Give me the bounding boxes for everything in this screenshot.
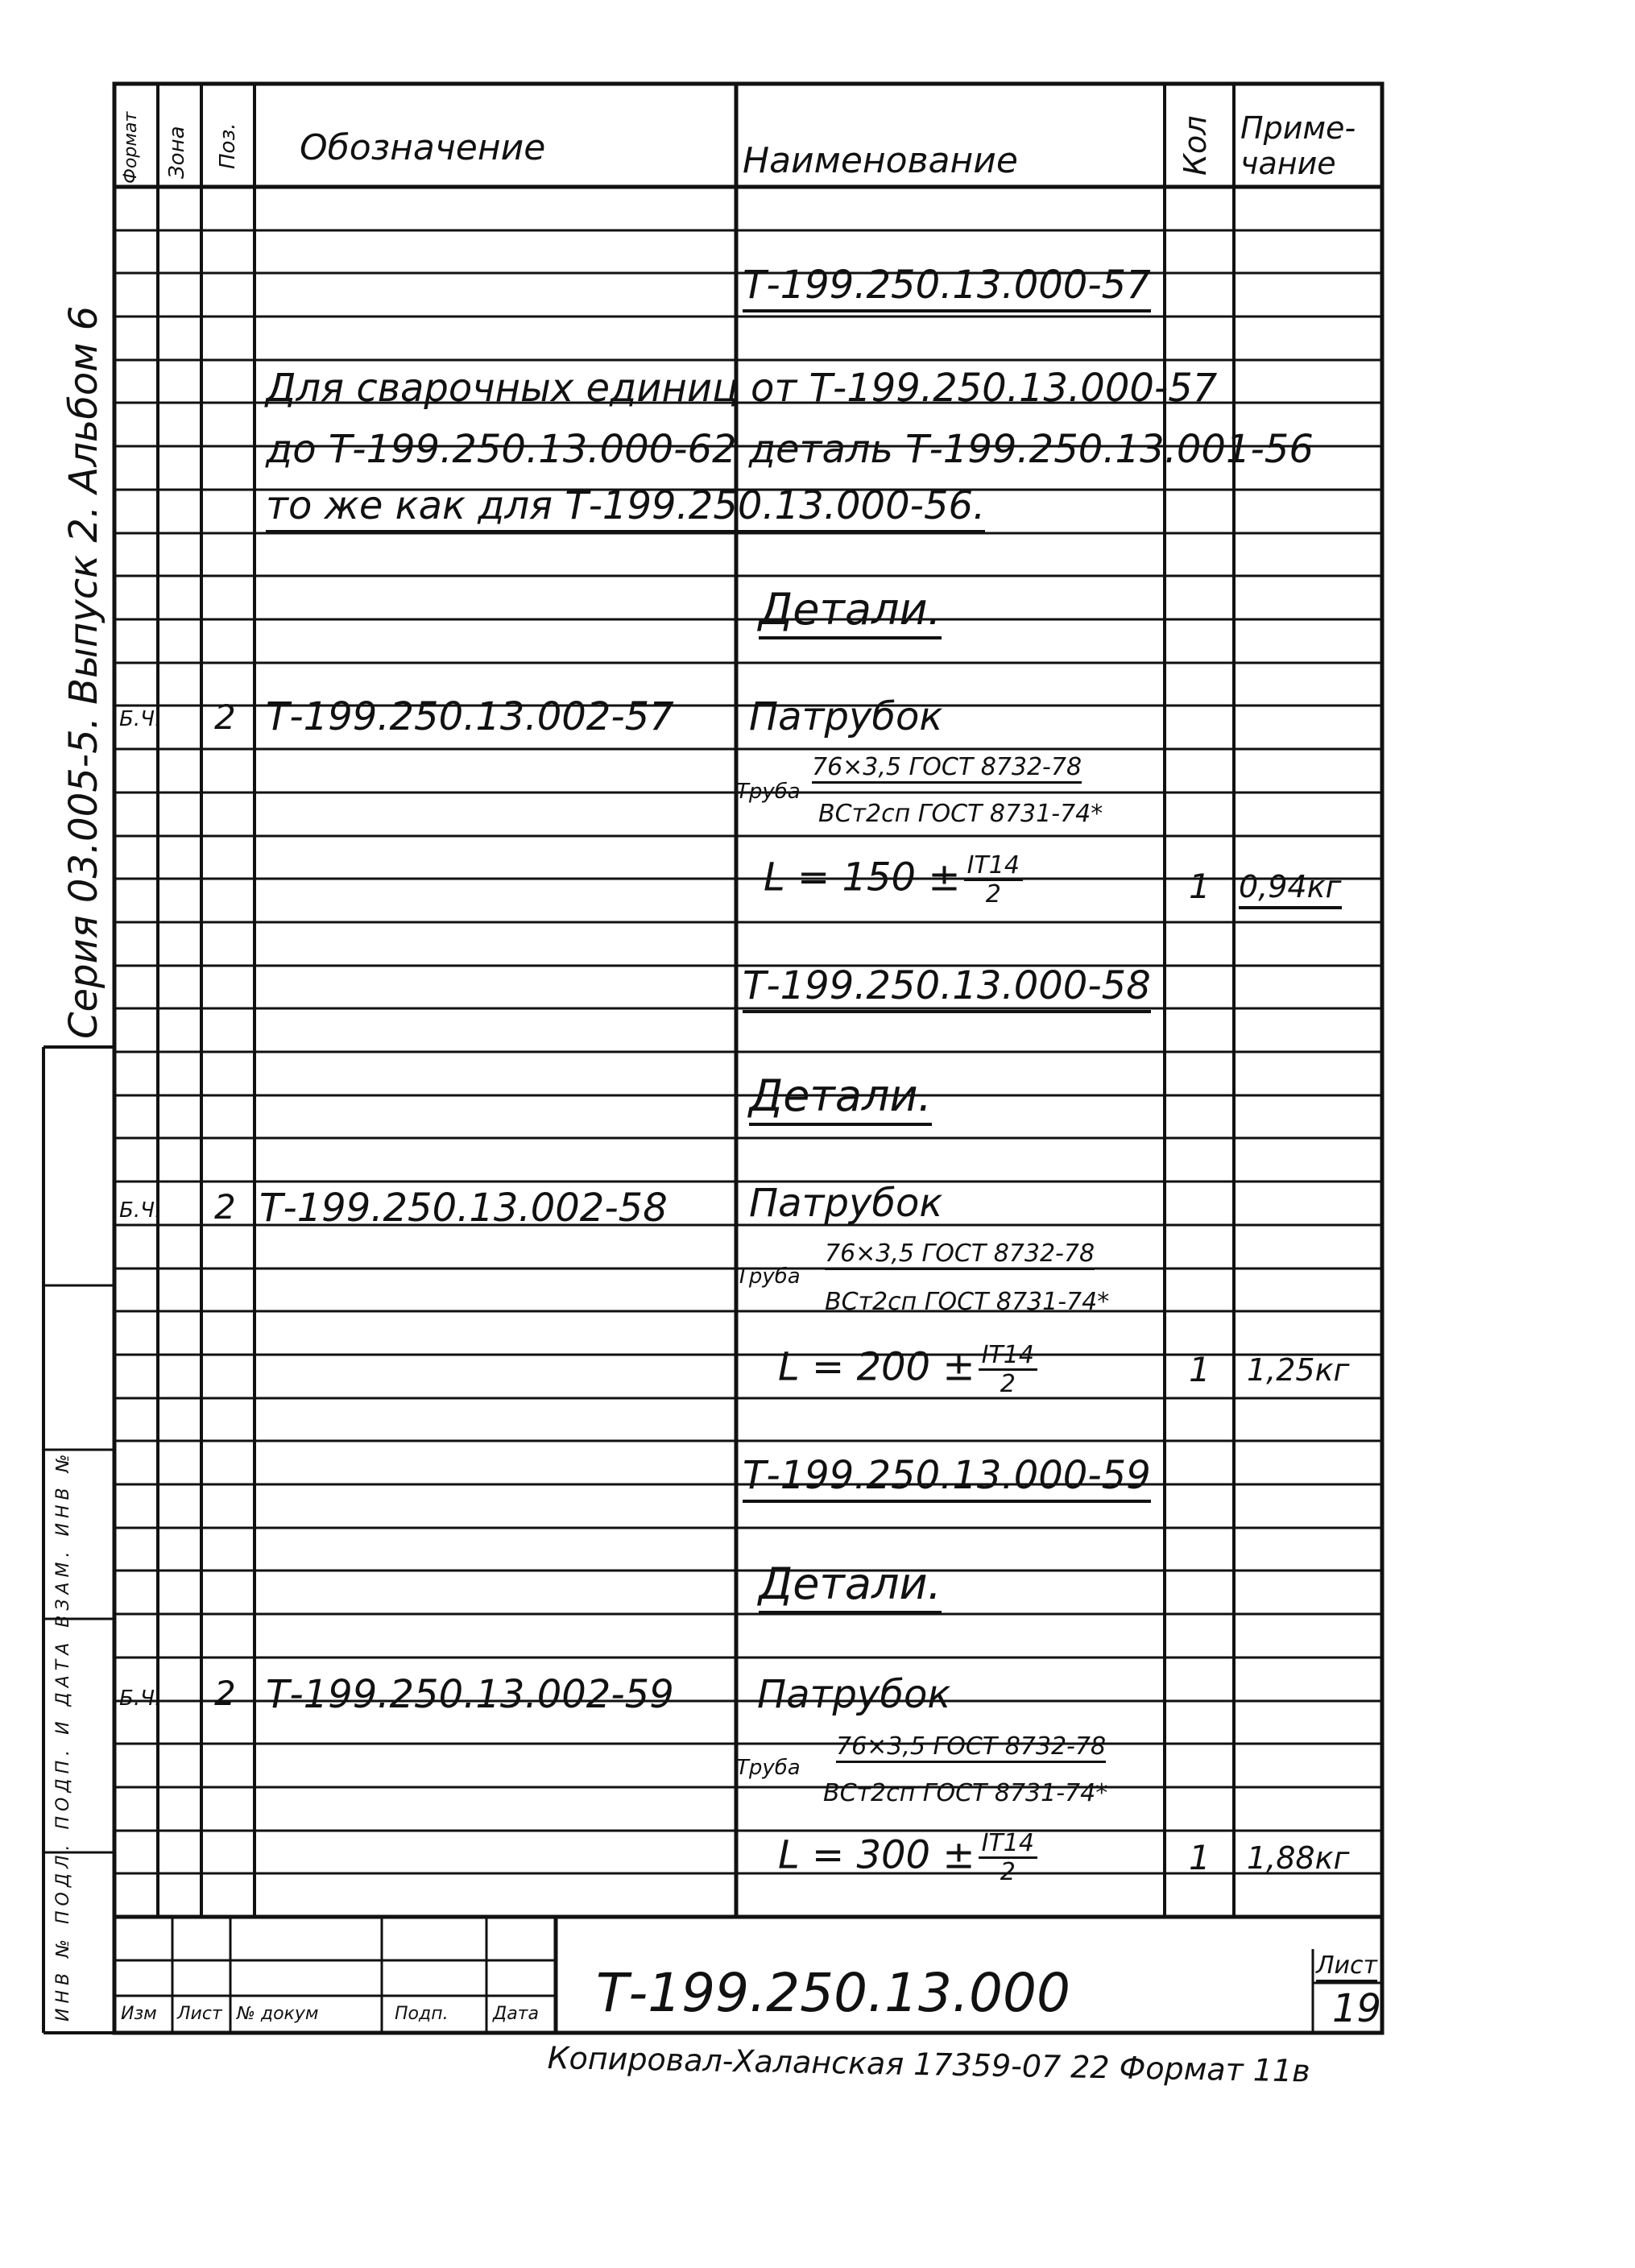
item-note: 0,94кг	[1239, 871, 1342, 902]
sheet-number: 19	[1332, 1986, 1382, 2031]
item-format: Б.Ч.	[119, 1687, 162, 1711]
item-format: Б.Ч.	[119, 707, 162, 731]
header-format: Формат	[121, 111, 141, 184]
item-pipe-spec-top: 76×3,5 ГОСТ 8732-78	[812, 755, 1082, 780]
header-zone: Зона	[165, 126, 189, 179]
item-pipe-word: Труба	[736, 1264, 801, 1289]
note-line-1: Для сварочных единиц от Т-199.250.13.000-57	[266, 366, 1218, 411]
item-name: Патрубок	[749, 1181, 943, 1226]
item-pos: 2	[214, 1187, 236, 1227]
title-block-izm: Изм	[121, 2004, 157, 2024]
item-qty: 1	[1189, 867, 1211, 906]
header-qty: Кол	[1178, 115, 1213, 176]
header-note-line1: Приме-	[1240, 110, 1356, 146]
item-name: Патрубок	[749, 694, 943, 739]
item-name: Патрубок	[757, 1672, 951, 1717]
item-pos: 2	[214, 697, 236, 737]
title-block-sign: Подп.	[395, 2004, 449, 2024]
header-pos: Поз.	[216, 122, 240, 169]
item-designation: Т-199.250.13.002-57	[266, 694, 674, 739]
document-code: Т-199.250.13.000	[596, 1962, 1070, 2024]
item-qty: 1	[1189, 1350, 1211, 1389]
item-note: 1,88кг	[1247, 1840, 1350, 1876]
item-pipe-spec-bottom: ВСт2сп ГОСТ 8731-74*	[818, 800, 1103, 828]
details-label-1: Детали.	[759, 588, 942, 631]
item-pos: 2	[214, 1674, 236, 1713]
item-pipe-spec-bottom: ВСт2сп ГОСТ 8731-74*	[825, 1288, 1110, 1316]
header-note-line2: чание	[1240, 146, 1336, 181]
item-qty: 1	[1189, 1838, 1211, 1877]
title-block-doc-no: № докум	[237, 2004, 319, 2024]
item-designation: Т-199.250.13.002-59	[266, 1672, 674, 1717]
side-strip-text: ИНВ № ПОДЛ. ПОДП. И ДАТА ВЗАМ. ИНВ №	[53, 1449, 73, 2022]
item-pipe-word: Труба	[736, 780, 801, 804]
item-designation: Т-199.250.13.002-58	[259, 1186, 668, 1231]
item-note: 1,25кг	[1247, 1352, 1350, 1388]
title-block-date: Дата	[493, 2004, 539, 2024]
item-pipe-spec-top: 76×3,5 ГОСТ 8732-78	[825, 1242, 1095, 1266]
item-length: L = 300 ± $\frac{IT14}{2}$	[778, 1830, 1037, 1885]
section-title-59: Т-199.250.13.000-59	[743, 1456, 1151, 1495]
sheet-label: Лист	[1316, 1954, 1377, 1978]
note-line-3: то же как для Т-199.250.13.000-56.	[266, 486, 985, 525]
item-pipe-spec-bottom: ВСт2сп ГОСТ 8731-74*	[823, 1779, 1108, 1807]
section-title-58: Т-199.250.13.000-58	[743, 966, 1151, 1005]
details-label-2: Детали.	[749, 1074, 932, 1118]
item-length: L = 150 ± $\frac{IT14}{2}$	[764, 852, 1023, 908]
item-length: L = 200 ± $\frac{IT14}{2}$	[778, 1342, 1037, 1397]
title-block-list: Лист	[177, 2004, 222, 2024]
series-side-title: Серия 03.005-5. Выпуск 2. Альбом 6	[61, 305, 106, 1039]
header-name: Наименование	[743, 140, 1018, 181]
item-pipe-spec-top: 76×3,5 ГОСТ 8732-78	[836, 1735, 1106, 1759]
header-designation: Обозначение	[300, 127, 546, 168]
item-pipe-word: Труба	[736, 1756, 801, 1780]
note-line-2: до Т-199.250.13.000-62 деталь Т-199.250.13.001-56	[266, 427, 1314, 472]
details-label-3: Детали.	[759, 1562, 942, 1606]
item-format: Б.Ч.	[119, 1198, 162, 1223]
section-title-57: Т-199.250.13.000-57	[743, 266, 1151, 304]
footer-copier-line: Копировал-Халанская 17359-07 22 Формат 11в	[547, 2040, 1311, 2089]
